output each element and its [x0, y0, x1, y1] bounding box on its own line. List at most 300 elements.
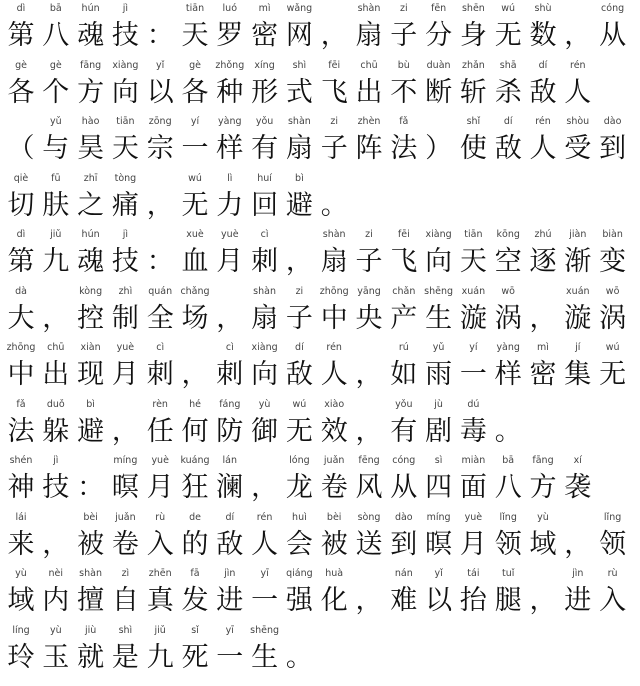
- hanzi-character: 人: [251, 528, 279, 560]
- pinyin-annotation: yǐ: [156, 59, 165, 71]
- character-cell: [41, 2, 71, 58]
- character-cell: [76, 59, 106, 115]
- hanzi-character: 技: [111, 246, 139, 277]
- character-cell: [598, 228, 628, 284]
- pinyin-annotation: bì: [86, 398, 95, 410]
- hanzi-character: 龙: [285, 472, 313, 503]
- character-cell: [389, 228, 419, 284]
- character-cell: [284, 228, 314, 284]
- pinyin-annotation: nán: [394, 568, 413, 579]
- character-cell: [110, 172, 140, 228]
- hanzi-character: 控: [77, 302, 105, 334]
- pinyin-annotation: zōng: [148, 116, 172, 127]
- character-cell: [389, 454, 419, 510]
- hanzi-character: 不: [390, 76, 418, 108]
- character-cell: [284, 2, 314, 58]
- pinyin-annotation: chǎn: [392, 285, 416, 297]
- pinyin-annotation: luó: [222, 3, 238, 14]
- hanzi-character: 罗: [216, 20, 244, 51]
- text-line: [6, 567, 634, 623]
- character-cell: [528, 59, 558, 115]
- character-cell: [76, 2, 106, 58]
- hanzi-character: 如: [390, 359, 418, 390]
- pinyin-annotation: míng: [113, 455, 138, 466]
- hanzi-character: 天: [181, 20, 209, 51]
- pinyin-annotation: jiǔ: [50, 229, 62, 240]
- pinyin-annotation: yuè: [464, 511, 483, 523]
- character-cell: [493, 567, 523, 623]
- text-line: [6, 172, 634, 228]
- pinyin-annotation: xiàng: [425, 229, 452, 240]
- character-cell: [215, 624, 245, 680]
- character-cell: [250, 511, 280, 567]
- hanzi-character: 八: [42, 20, 70, 51]
- character-cell: [41, 172, 71, 228]
- character-cell: [319, 2, 349, 58]
- character-cell: [76, 567, 106, 623]
- hanzi-character: 变: [599, 246, 627, 277]
- character-cell: [110, 341, 140, 397]
- hanzi-character: 神: [7, 472, 35, 503]
- pinyin-annotation: yǐ: [434, 568, 443, 579]
- character-cell: [110, 285, 140, 341]
- character-cell: [424, 454, 454, 510]
- pinyin-annotation: rù: [155, 511, 166, 523]
- pinyin-annotation: zhēn: [148, 568, 172, 579]
- hanzi-character: 魂: [77, 20, 105, 51]
- hanzi-character: ，: [285, 246, 313, 277]
- hanzi-character: 生: [251, 641, 279, 673]
- pinyin-annotation: fēn: [430, 3, 447, 14]
- hanzi-character: 刺: [216, 359, 244, 390]
- character-cell: [389, 2, 419, 58]
- pinyin-annotation: zì: [121, 568, 130, 579]
- character-cell: [563, 511, 593, 567]
- hanzi-character: 切: [7, 189, 35, 221]
- hanzi-character: 生: [425, 302, 453, 334]
- pinyin-annotation: bā: [502, 455, 515, 466]
- hanzi-character: 到: [390, 528, 418, 560]
- character-cell: [458, 398, 488, 454]
- character-cell: [110, 398, 140, 454]
- hanzi-character: 涡: [599, 302, 627, 334]
- hanzi-character: 腿: [494, 585, 522, 616]
- pinyin-annotation: zhǒng: [215, 59, 245, 71]
- pinyin-annotation: rú: [398, 342, 409, 353]
- pinyin-annotation: jù: [434, 398, 443, 410]
- character-cell: [354, 567, 384, 623]
- hanzi-character: 渐: [564, 246, 592, 277]
- character-cell: [41, 228, 71, 284]
- character-cell: [180, 567, 210, 623]
- pinyin-annotation: shēn: [461, 3, 485, 14]
- pinyin-annotation: sǐ: [191, 624, 199, 636]
- character-cell: [354, 454, 384, 510]
- hanzi-character: 向: [251, 359, 279, 390]
- hanzi-character: 月: [146, 472, 174, 503]
- pinyin-annotation: lái: [15, 511, 27, 523]
- character-cell: [389, 115, 419, 171]
- hanzi-character: 防: [216, 415, 244, 447]
- character-cell: [215, 567, 245, 623]
- pinyin-annotation: huí: [257, 172, 272, 184]
- hanzi-character: 澜: [216, 472, 244, 503]
- hanzi-character: 向: [425, 246, 453, 277]
- character-cell: [6, 511, 36, 567]
- pinyin-annotation: rèn: [152, 398, 168, 410]
- pinyin-annotation: qiáng: [286, 568, 313, 579]
- character-cell: [424, 2, 454, 58]
- character-cell: [424, 341, 454, 397]
- hanzi-character: 一: [459, 359, 487, 390]
- pinyin-annotation: xíng: [254, 59, 275, 71]
- character-cell: [215, 115, 245, 171]
- character-cell: [354, 285, 384, 341]
- hanzi-character: 各: [7, 76, 35, 108]
- pinyin-annotation: fáng: [219, 398, 241, 410]
- pinyin-annotation: lǐng: [603, 511, 622, 523]
- character-cell: [145, 285, 175, 341]
- hanzi-character: 以: [146, 76, 174, 108]
- pinyin-annotation: fēi: [397, 229, 410, 240]
- hanzi-character: 子: [285, 302, 313, 334]
- hanzi-character: 斩: [459, 76, 487, 108]
- character-cell: [180, 454, 210, 510]
- pinyin-annotation: tiān: [185, 3, 205, 14]
- pinyin-annotation: shàn: [253, 285, 276, 297]
- text-line: [6, 624, 634, 680]
- hanzi-character: 面: [459, 472, 487, 503]
- character-cell: [598, 2, 628, 58]
- pinyin-annotation: zhōng: [6, 342, 36, 353]
- character-cell: [319, 511, 349, 567]
- character-cell: [493, 511, 523, 567]
- hanzi-character: 送: [355, 528, 383, 560]
- hanzi-character: 扇: [355, 20, 383, 51]
- hanzi-character: 场: [181, 302, 209, 334]
- character-cell: [528, 567, 558, 623]
- character-cell: [528, 2, 558, 58]
- hanzi-character: 从: [390, 472, 418, 503]
- character-cell: [528, 228, 558, 284]
- character-cell: [528, 285, 558, 341]
- character-cell: [41, 511, 71, 567]
- hanzi-character: 风: [355, 472, 383, 503]
- hanzi-character: 人: [564, 76, 592, 108]
- character-cell: [250, 59, 280, 115]
- hanzi-character: ，: [564, 20, 592, 51]
- character-cell: [180, 398, 210, 454]
- hanzi-character: 无: [494, 20, 522, 51]
- character-cell: [563, 2, 593, 58]
- hanzi-character: ，: [529, 302, 557, 334]
- hanzi-character: 子: [320, 133, 348, 164]
- character-cell: [458, 454, 488, 510]
- hanzi-character: 数: [529, 20, 557, 51]
- hanzi-character: 阵: [355, 133, 383, 164]
- pinyin-annotation: yù: [537, 511, 549, 523]
- pinyin-annotation: shàn: [287, 116, 311, 127]
- hanzi-character: 月: [459, 528, 487, 560]
- character-cell: [424, 567, 454, 623]
- pinyin-annotation: shā: [499, 59, 517, 71]
- pinyin-annotation: cóng: [601, 3, 625, 14]
- character-cell: [284, 567, 314, 623]
- hanzi-character: 集: [564, 359, 592, 390]
- character-cell: [458, 2, 488, 58]
- character-cell: [41, 115, 71, 171]
- character-cell: [110, 115, 140, 171]
- character-cell: [563, 341, 593, 397]
- character-cell: [145, 2, 175, 58]
- character-cell: [180, 228, 210, 284]
- pinyin-annotation: yàng: [496, 342, 520, 353]
- pinyin-annotation: dú: [467, 398, 480, 410]
- pinyin-annotation: hé: [189, 398, 201, 410]
- pinyin-annotation: zi: [330, 116, 338, 127]
- hanzi-character: 技: [42, 472, 70, 503]
- character-cell: [354, 115, 384, 171]
- hanzi-character: 。: [320, 189, 348, 221]
- character-cell: [145, 228, 175, 284]
- character-cell: [319, 454, 349, 510]
- pinyin-annotation: dí: [295, 342, 304, 353]
- character-cell: [6, 59, 36, 115]
- character-cell: [145, 172, 175, 228]
- character-cell: [6, 228, 36, 284]
- character-cell: [215, 172, 245, 228]
- pinyin-annotation: yuè: [116, 342, 135, 353]
- character-cell: [563, 285, 593, 341]
- character-cell: [284, 398, 314, 454]
- hanzi-character: 刺: [251, 246, 279, 277]
- hanzi-character: ，: [529, 585, 557, 616]
- pinyin-annotation: bā: [49, 3, 62, 14]
- character-cell: [6, 454, 36, 510]
- pinyin-annotation: dí: [503, 116, 513, 127]
- hanzi-character: 入: [599, 585, 627, 616]
- hanzi-character: ）: [425, 133, 453, 164]
- pinyin-annotation: xiàng: [112, 59, 139, 71]
- character-cell: [145, 341, 175, 397]
- hanzi-character: 各: [181, 76, 209, 108]
- hanzi-character: 血: [181, 246, 209, 277]
- hanzi-character: 逐: [529, 246, 557, 277]
- pinyin-annotation: fāng: [79, 59, 102, 71]
- pinyin-annotation: shì: [118, 624, 133, 636]
- text-line: [6, 511, 634, 567]
- pinyin-annotation: yàng: [218, 116, 242, 127]
- character-cell: [110, 454, 140, 510]
- character-cell: [215, 59, 245, 115]
- pinyin-annotation: tuǐ: [501, 568, 515, 579]
- pinyin-annotation: de: [189, 511, 201, 523]
- character-cell: [76, 172, 106, 228]
- pinyin-annotation: wō: [501, 285, 515, 297]
- hanzi-character: 网: [285, 20, 313, 51]
- character-cell: [458, 511, 488, 567]
- pinyin-annotation: sòng: [357, 511, 381, 523]
- pinyin-annotation: shǐ: [466, 116, 481, 127]
- hanzi-character: 受: [564, 133, 592, 164]
- character-cell: [424, 511, 454, 567]
- hanzi-character: 分: [425, 20, 453, 51]
- character-cell: [76, 115, 106, 171]
- character-cell: [493, 228, 523, 284]
- hanzi-character: 样: [494, 359, 522, 390]
- pinyin-annotation: zi: [295, 285, 304, 297]
- hanzi-character: 痛: [111, 189, 139, 221]
- hanzi-character: 种: [216, 76, 244, 108]
- hanzi-character: 。: [494, 415, 522, 447]
- hanzi-character: 杀: [494, 76, 522, 108]
- pinyin-annotation: rén: [326, 342, 342, 353]
- character-cell: [389, 59, 419, 115]
- hanzi-character: 人: [529, 133, 557, 164]
- pinyin-annotation: mì: [537, 342, 549, 353]
- character-cell: [389, 567, 419, 623]
- character-cell: [563, 59, 593, 115]
- hanzi-character: 一: [181, 133, 209, 164]
- hanzi-character: 到: [599, 133, 627, 164]
- hanzi-character: 抬: [459, 585, 487, 616]
- character-cell: [458, 59, 488, 115]
- pinyin-annotation: jiàn: [569, 229, 587, 240]
- pinyin-annotation: gè: [15, 59, 27, 71]
- hanzi-character: 卷: [320, 472, 348, 503]
- pinyin-annotation: chū: [47, 342, 65, 353]
- character-cell: [424, 398, 454, 454]
- hanzi-character: 身: [459, 20, 487, 51]
- hanzi-character: 域: [7, 585, 35, 616]
- pinyin-annotation: xí: [573, 455, 582, 466]
- pinyin-annotation: fēi: [328, 59, 341, 71]
- hanzi-character: 天: [459, 246, 487, 277]
- pinyin-annotation: zhī: [83, 172, 98, 184]
- character-cell: [528, 511, 558, 567]
- pinyin-annotation: dào: [394, 511, 413, 523]
- character-cell: [41, 624, 71, 680]
- text-line: [6, 341, 634, 397]
- pinyin-annotation: jiù: [84, 624, 97, 636]
- pinyin-annotation: yù: [258, 398, 271, 410]
- pinyin-annotation: yǔ: [49, 116, 62, 127]
- hanzi-character: 难: [390, 585, 418, 616]
- pinyin-annotation: fǎ: [399, 116, 409, 127]
- pinyin-annotation: huà: [325, 568, 344, 579]
- pinyin-annotation: yí: [190, 116, 200, 127]
- hanzi-character: 以: [425, 585, 453, 616]
- hanzi-character: 人: [320, 359, 348, 390]
- hanzi-character: ，: [251, 472, 279, 503]
- hanzi-character: 。: [285, 641, 313, 673]
- hanzi-character: 涡: [494, 302, 522, 334]
- hanzi-character: 剧: [425, 415, 453, 447]
- hanzi-character: 密: [529, 359, 557, 390]
- character-cell: [180, 172, 210, 228]
- character-cell: [528, 115, 558, 171]
- pinyin-annotation: xiào: [324, 398, 345, 410]
- hanzi-character: 子: [390, 20, 418, 51]
- hanzi-character: 产: [390, 302, 418, 334]
- hanzi-character: 使: [459, 133, 487, 164]
- hanzi-character: ：: [146, 246, 174, 277]
- hanzi-character: 狂: [181, 472, 209, 503]
- pinyin-annotation: dì: [16, 3, 26, 14]
- character-cell: [250, 2, 280, 58]
- hanzi-character: 中: [320, 302, 348, 334]
- hanzi-character: 全: [146, 302, 174, 334]
- pinyin-annotation: rén: [570, 59, 586, 71]
- hanzi-character: 制: [111, 302, 139, 334]
- pinyin-annotation: yí: [469, 342, 478, 353]
- character-cell: [215, 511, 245, 567]
- pinyin-annotation: fēng: [358, 455, 380, 466]
- pinyin-annotation: yī: [225, 624, 234, 636]
- pinyin-annotation: shén: [9, 455, 33, 466]
- hanzi-character: 与: [42, 133, 70, 164]
- pinyin-annotation: dào: [603, 116, 622, 127]
- character-cell: [389, 398, 419, 454]
- hanzi-character: 入: [146, 528, 174, 560]
- hanzi-character: 卷: [111, 528, 139, 560]
- pinyin-annotation: rén: [256, 511, 273, 523]
- pinyin-annotation: wō: [605, 285, 620, 297]
- character-cell: [250, 454, 280, 510]
- pinyin-annotation: zhì: [118, 285, 133, 297]
- hanzi-character: 月: [216, 246, 244, 277]
- character-cell: [76, 511, 106, 567]
- pinyin-annotation: bì: [295, 172, 304, 184]
- pinyin-annotation: chū: [360, 59, 378, 71]
- hanzi-character: 漩: [564, 302, 592, 334]
- pinyin-annotation: shàn: [79, 568, 102, 579]
- character-cell: [284, 341, 314, 397]
- hanzi-character: ，: [181, 359, 209, 390]
- character-cell: [41, 567, 71, 623]
- pinyin-annotation: cì: [260, 229, 269, 240]
- hanzi-character: 域: [529, 528, 557, 560]
- hanzi-character: 断: [425, 76, 453, 108]
- character-cell: [180, 341, 210, 397]
- pinyin-annotation: kòng: [79, 285, 103, 297]
- character-cell: [319, 172, 349, 228]
- character-cell: [250, 228, 280, 284]
- hanzi-character: 飞: [390, 246, 418, 277]
- text-line: [6, 454, 634, 510]
- character-cell: [110, 59, 140, 115]
- pinyin-annotation: cì: [156, 342, 165, 353]
- hanzi-character: 一: [251, 585, 279, 616]
- pinyin-annotation: shù: [534, 3, 552, 14]
- pinyin-annotation: bèi: [83, 511, 98, 523]
- character-cell: [389, 341, 419, 397]
- character-cell: [250, 285, 280, 341]
- character-cell: [284, 511, 314, 567]
- character-cell: [6, 341, 36, 397]
- hanzi-character: 暝: [425, 528, 453, 560]
- character-cell: [319, 115, 349, 171]
- character-cell: [110, 228, 140, 284]
- hanzi-character: 化: [320, 585, 348, 616]
- hanzi-character: 进: [564, 585, 592, 616]
- hanzi-character: 何: [181, 415, 209, 447]
- hanzi-character: 被: [320, 528, 348, 560]
- hanzi-character: 敌: [494, 133, 522, 164]
- pinyin-annotation: tòng: [114, 172, 137, 184]
- hanzi-character: 玲: [7, 641, 35, 673]
- hanzi-character: 现: [77, 359, 105, 390]
